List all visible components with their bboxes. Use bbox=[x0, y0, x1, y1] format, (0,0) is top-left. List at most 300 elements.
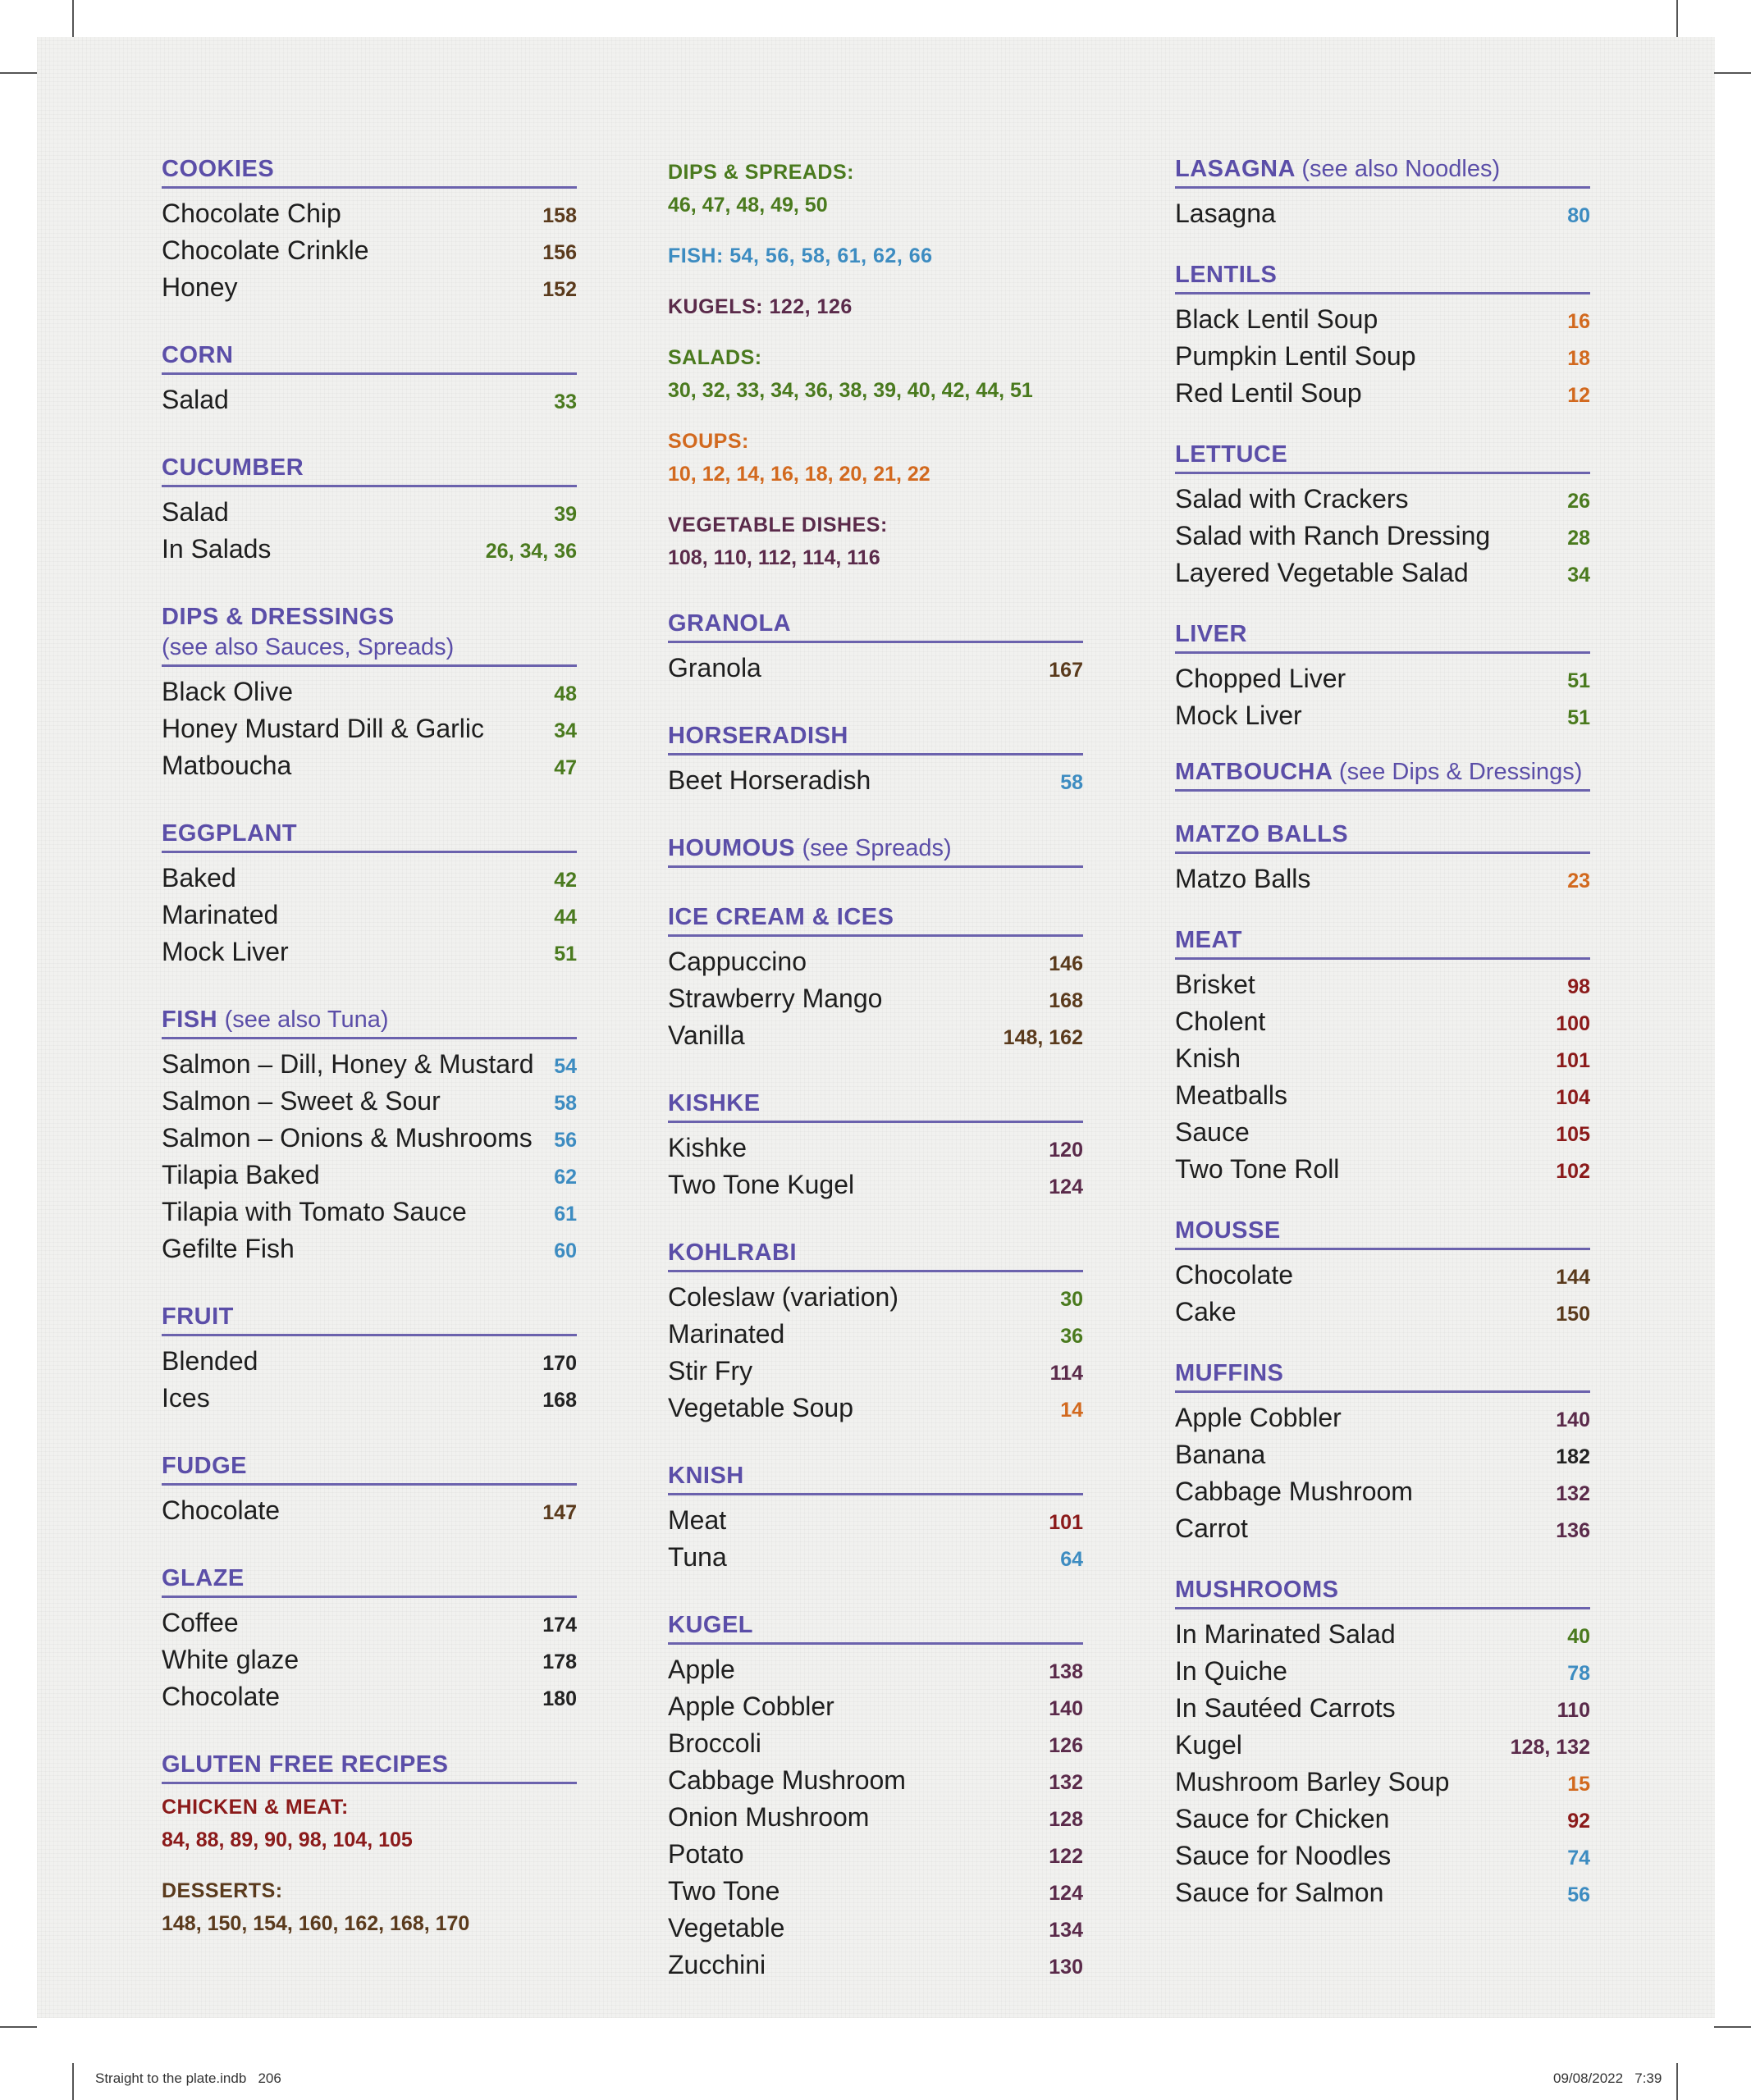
index-entry bbox=[1175, 1003, 1590, 1040]
entry-name: Knish bbox=[1175, 1043, 1241, 1073]
gluten-free-category-kugels bbox=[668, 290, 1083, 323]
index-entry bbox=[1175, 481, 1590, 518]
index-entry bbox=[1175, 1294, 1590, 1331]
index-entry bbox=[162, 1046, 577, 1083]
index-section-glaze bbox=[162, 1565, 577, 1715]
index-entry bbox=[162, 1157, 577, 1194]
index-entry bbox=[162, 710, 577, 747]
entry-name: Marinated bbox=[668, 1319, 785, 1349]
entry-name: Mock Liver bbox=[162, 937, 289, 966]
entry-page: 64 bbox=[1060, 1548, 1083, 1571]
entry-page: 56 bbox=[1567, 1883, 1590, 1906]
entry-page: 168 bbox=[1049, 989, 1083, 1012]
entry-name: Carrot bbox=[1175, 1513, 1248, 1543]
index-entry bbox=[1175, 375, 1590, 412]
index-entry bbox=[1175, 518, 1590, 555]
entry-name: Coleslaw (variation) bbox=[668, 1282, 898, 1312]
index-entry bbox=[668, 1539, 1083, 1576]
category-label: SOUPS: bbox=[668, 430, 749, 453]
index-entry bbox=[1175, 1399, 1590, 1436]
entry-name: Kishke bbox=[668, 1133, 747, 1162]
entry-name: Meatballs bbox=[1175, 1080, 1287, 1110]
entry-page: 128, 132 bbox=[1510, 1736, 1590, 1759]
entry-name: Potato bbox=[668, 1839, 744, 1869]
entry-page: 101 bbox=[1049, 1511, 1083, 1534]
index-entry bbox=[162, 1492, 577, 1529]
section-heading: ICE CREAM & ICES bbox=[668, 904, 1083, 937]
entry-page: 167 bbox=[1049, 659, 1083, 682]
entry-name: Coffee bbox=[162, 1608, 239, 1637]
entry-name: Salad bbox=[162, 497, 229, 527]
entry-name: Honey bbox=[162, 272, 238, 302]
index-section-meat bbox=[1175, 927, 1590, 1188]
category-pages: 84, 88, 89, 90, 98, 104, 105 bbox=[162, 1828, 413, 1851]
crop-mark bbox=[72, 0, 74, 37]
entry-page: 51 bbox=[1567, 706, 1590, 729]
entry-page: 51 bbox=[1567, 669, 1590, 692]
index-entry bbox=[668, 1688, 1083, 1725]
index-entry bbox=[1175, 1764, 1590, 1801]
index-entry bbox=[162, 897, 577, 934]
entry-name: In Salads bbox=[162, 534, 272, 564]
index-section-granola bbox=[668, 610, 1083, 687]
entry-page: 158 bbox=[542, 204, 577, 227]
section-heading: KUGEL bbox=[668, 1612, 1083, 1645]
index-section-mushrooms bbox=[1175, 1577, 1590, 1911]
entry-name: White glaze bbox=[162, 1645, 299, 1674]
entry-page: 132 bbox=[1049, 1771, 1083, 1794]
entry-name: Kugel bbox=[1175, 1730, 1242, 1760]
crop-mark bbox=[72, 2063, 74, 2100]
index-entry bbox=[162, 1380, 577, 1417]
section-heading: CORN bbox=[162, 342, 577, 375]
entry-page: 147 bbox=[542, 1501, 577, 1524]
entry-page: 12 bbox=[1567, 384, 1590, 407]
index-entry bbox=[162, 673, 577, 710]
index-section-horseradish bbox=[668, 723, 1083, 799]
entry-name: Gefilte Fish bbox=[162, 1234, 295, 1263]
entry-name: Meat bbox=[668, 1505, 727, 1535]
entry-name: Chocolate Chip bbox=[162, 199, 341, 228]
entry-page: 104 bbox=[1556, 1086, 1590, 1109]
index-entry bbox=[162, 934, 577, 970]
entry-name: Tilapia Baked bbox=[162, 1160, 320, 1189]
index-entry bbox=[1175, 1616, 1590, 1653]
entry-page: 39 bbox=[554, 503, 577, 526]
entry-name: Blended bbox=[162, 1346, 258, 1376]
entry-name: Chocolate bbox=[162, 1682, 281, 1711]
index-entry bbox=[1175, 555, 1590, 591]
entry-page: 62 bbox=[554, 1166, 577, 1189]
print-slug-file: Straight to the plate.indb 206 bbox=[95, 2070, 281, 2086]
entry-page: 44 bbox=[554, 906, 577, 929]
index-entry bbox=[1175, 1473, 1590, 1510]
entry-name: Matzo Balls bbox=[1175, 864, 1311, 893]
index-entry bbox=[162, 269, 577, 306]
entry-page: 134 bbox=[1049, 1919, 1083, 1942]
entry-page: 120 bbox=[1049, 1139, 1083, 1162]
index-entry bbox=[668, 1651, 1083, 1688]
entry-name: Apple Cobbler bbox=[1175, 1403, 1342, 1432]
entry-page: 15 bbox=[1567, 1773, 1590, 1796]
index-entry bbox=[1175, 1077, 1590, 1114]
entry-name: Salmon – Dill, Honey & Mustard bbox=[162, 1049, 534, 1079]
section-heading: GLAZE bbox=[162, 1565, 577, 1598]
section-note: (see Spreads) bbox=[802, 835, 952, 861]
entry-name: Broccoli bbox=[668, 1728, 761, 1758]
entry-page: 61 bbox=[554, 1203, 577, 1226]
entry-name: Zucchini bbox=[668, 1950, 766, 1979]
entry-name: Chocolate Crinkle bbox=[162, 235, 369, 265]
index-entry bbox=[162, 1343, 577, 1380]
entry-name: Vegetable bbox=[668, 1913, 785, 1942]
entry-page: 26 bbox=[1567, 490, 1590, 513]
entry-name: Onion Mushroom bbox=[668, 1802, 870, 1832]
section-heading: COOKIES bbox=[162, 156, 577, 189]
index-section-matboucha bbox=[1175, 759, 1590, 792]
section-heading: LIVER bbox=[1175, 621, 1590, 654]
index-entry bbox=[668, 1353, 1083, 1390]
crop-mark bbox=[1714, 2026, 1751, 2028]
entry-name: Black Lentil Soup bbox=[1175, 304, 1378, 334]
index-entry bbox=[162, 1605, 577, 1641]
entry-page: 78 bbox=[1567, 1662, 1590, 1685]
entry-page: 34 bbox=[554, 719, 577, 742]
entry-name: Cabbage Mushroom bbox=[1175, 1477, 1413, 1506]
entry-page: 156 bbox=[542, 241, 577, 264]
entry-page: 138 bbox=[1049, 1660, 1083, 1683]
entry-name: Beet Horseradish bbox=[668, 765, 871, 795]
index-entry bbox=[668, 1910, 1083, 1947]
index-entry bbox=[1175, 1510, 1590, 1547]
section-heading: KOHLRABI bbox=[668, 1239, 1083, 1272]
entry-page: 150 bbox=[1556, 1303, 1590, 1326]
index-entry bbox=[668, 1947, 1083, 1984]
index-entry bbox=[1175, 195, 1590, 232]
entry-page: 26, 34, 36 bbox=[485, 540, 577, 563]
section-heading: HORSERADISH bbox=[668, 723, 1083, 756]
entry-page: 58 bbox=[1060, 771, 1083, 794]
index-entry bbox=[1175, 1838, 1590, 1874]
index-entry bbox=[1175, 697, 1590, 734]
entry-page: 148, 162 bbox=[1003, 1026, 1083, 1049]
category-label: VEGETABLE DISHES: bbox=[668, 514, 888, 536]
index-entry bbox=[668, 1017, 1083, 1054]
entry-name: Marinated bbox=[162, 900, 279, 929]
index-entry bbox=[668, 943, 1083, 980]
entry-name: Stir Fry bbox=[668, 1356, 753, 1386]
entry-name: Vegetable Soup bbox=[668, 1393, 853, 1422]
entry-name: Cappuccino bbox=[668, 947, 807, 976]
entry-name: Cake bbox=[1175, 1297, 1237, 1326]
gluten-free-category-vegetable-dishes bbox=[668, 509, 1083, 574]
entry-page: 126 bbox=[1049, 1734, 1083, 1757]
entry-name: Tilapia with Tomato Sauce bbox=[162, 1197, 467, 1226]
entry-page: 14 bbox=[1060, 1399, 1083, 1422]
index-entry bbox=[1175, 1151, 1590, 1188]
index-section-dips-dressings bbox=[162, 604, 577, 784]
index-entry bbox=[668, 762, 1083, 799]
index-section-lentils bbox=[1175, 262, 1590, 412]
index-column-2 bbox=[668, 156, 1083, 2020]
entry-name: Vanilla bbox=[668, 1020, 745, 1050]
entry-page: 33 bbox=[554, 390, 577, 413]
entry-name: Banana bbox=[1175, 1440, 1266, 1469]
index-section-fish bbox=[162, 1007, 577, 1267]
entry-name: Mushroom Barley Soup bbox=[1175, 1767, 1450, 1796]
entry-name: Two Tone Roll bbox=[1175, 1154, 1340, 1184]
entry-page: 51 bbox=[554, 943, 577, 966]
index-section-lettuce bbox=[1175, 441, 1590, 591]
index-entry bbox=[1175, 1690, 1590, 1727]
entry-page: 101 bbox=[1556, 1049, 1590, 1072]
entry-page: 140 bbox=[1049, 1697, 1083, 1720]
index-entry bbox=[1175, 1436, 1590, 1473]
index-entry bbox=[1175, 1727, 1590, 1764]
entry-name: Lasagna bbox=[1175, 199, 1276, 228]
index-entry bbox=[668, 1390, 1083, 1427]
index-entry bbox=[162, 1120, 577, 1157]
entry-name: Cholent bbox=[1175, 1007, 1266, 1036]
category-pages: 30, 32, 33, 34, 36, 38, 39, 40, 42, 44, 51 bbox=[668, 379, 1033, 402]
index-entry bbox=[1175, 338, 1590, 375]
entry-page: 132 bbox=[1556, 1482, 1590, 1505]
section-heading: EGGPLANT bbox=[162, 820, 577, 853]
entry-name: Sauce for Salmon bbox=[1175, 1878, 1384, 1907]
index-entry bbox=[668, 1762, 1083, 1799]
index-entry bbox=[162, 747, 577, 784]
index-section-kugel bbox=[668, 1612, 1083, 1984]
gluten-free-category-salads bbox=[668, 341, 1083, 407]
entry-page: 36 bbox=[1060, 1325, 1083, 1348]
entry-name: Red Lentil Soup bbox=[1175, 378, 1362, 408]
index-entry bbox=[1175, 301, 1590, 338]
category-pages: 148, 150, 154, 160, 162, 168, 170 bbox=[162, 1912, 470, 1935]
section-heading: FUDGE bbox=[162, 1453, 577, 1486]
index-entry bbox=[668, 1279, 1083, 1316]
index-section-lasagna bbox=[1175, 156, 1590, 232]
index-entry bbox=[668, 1130, 1083, 1166]
entry-page: 124 bbox=[1049, 1176, 1083, 1198]
entry-name: Cabbage Mushroom bbox=[668, 1765, 906, 1795]
entry-page: 54 bbox=[554, 1055, 577, 1078]
entry-page: 128 bbox=[1049, 1808, 1083, 1831]
section-heading: GRANOLA bbox=[668, 610, 1083, 643]
entry-page: 98 bbox=[1567, 975, 1590, 998]
index-section-knish bbox=[668, 1463, 1083, 1576]
index-entry bbox=[668, 1316, 1083, 1353]
category-label: KUGELS: 122, 126 bbox=[668, 295, 853, 318]
section-note: (see also Tuna) bbox=[224, 1007, 389, 1033]
index-entry bbox=[1175, 660, 1590, 697]
index-section-kohlrabi bbox=[668, 1239, 1083, 1427]
index-section-muffins bbox=[1175, 1360, 1590, 1547]
category-pages: 108, 110, 112, 114, 116 bbox=[668, 546, 880, 569]
index-entry bbox=[162, 531, 577, 568]
entry-page: 18 bbox=[1567, 347, 1590, 370]
entry-page: 80 bbox=[1567, 204, 1590, 227]
index-entry bbox=[668, 650, 1083, 687]
index-entry bbox=[162, 1641, 577, 1678]
entry-page: 23 bbox=[1567, 870, 1590, 892]
gluten-free-category-dips-spreads bbox=[668, 156, 1083, 221]
index-entry bbox=[162, 232, 577, 269]
index-section-cucumber bbox=[162, 454, 577, 568]
entry-page: 124 bbox=[1049, 1882, 1083, 1905]
index-entry bbox=[162, 1230, 577, 1267]
crop-mark bbox=[1676, 0, 1678, 37]
section-heading: MUSHROOMS bbox=[1175, 1577, 1590, 1609]
entry-page: 140 bbox=[1556, 1408, 1590, 1431]
entry-name: In Marinated Salad bbox=[1175, 1619, 1396, 1649]
index-entry bbox=[162, 860, 577, 897]
index-entry bbox=[1175, 1801, 1590, 1838]
entry-page: 168 bbox=[542, 1389, 577, 1412]
entry-name: Strawberry Mango bbox=[668, 984, 883, 1013]
section-heading: DIPS & DRESSINGS (see also Sauces, Spreads) bbox=[162, 604, 577, 667]
index-entry bbox=[668, 1873, 1083, 1910]
entry-page: 34 bbox=[1567, 564, 1590, 587]
entry-page: 47 bbox=[554, 756, 577, 779]
section-heading: KNISH bbox=[668, 1463, 1083, 1495]
entry-page: 122 bbox=[1049, 1845, 1083, 1868]
entry-name: Chopped Liver bbox=[1175, 664, 1346, 693]
entry-page: 110 bbox=[1557, 1699, 1590, 1722]
entry-name: Matboucha bbox=[162, 751, 292, 780]
entry-page: 114 bbox=[1049, 1362, 1083, 1385]
entry-name: Mock Liver bbox=[1175, 701, 1302, 730]
entry-name: Honey Mustard Dill & Garlic bbox=[162, 714, 484, 743]
entry-page: 30 bbox=[1060, 1288, 1083, 1311]
index-column-1 bbox=[162, 156, 577, 1976]
index-section-eggplant bbox=[162, 820, 577, 970]
index-entry bbox=[1175, 966, 1590, 1003]
section-heading: FISH (see also Tuna) bbox=[162, 1007, 577, 1039]
entry-name: Two Tone Kugel bbox=[668, 1170, 855, 1199]
category-label: FISH: 54, 56, 58, 61, 62, 66 bbox=[668, 244, 933, 267]
entry-name: Layered Vegetable Salad bbox=[1175, 558, 1469, 587]
category-label: SALADS: bbox=[668, 346, 762, 369]
index-column-3 bbox=[1175, 156, 1590, 1947]
entry-name: Salmon – Sweet & Sour bbox=[162, 1086, 441, 1116]
section-heading: HOUMOUS (see Spreads) bbox=[668, 835, 1083, 868]
entry-name: Granola bbox=[668, 653, 761, 682]
section-heading: GLUTEN FREE RECIPES bbox=[162, 1751, 577, 1784]
gluten-free-category-soups bbox=[668, 425, 1083, 491]
section-note: (see also Noodles) bbox=[1301, 156, 1501, 182]
index-entry bbox=[668, 980, 1083, 1017]
category-label: DESSERTS: bbox=[162, 1879, 283, 1902]
index-section-cookies bbox=[162, 156, 577, 306]
index-entry bbox=[162, 195, 577, 232]
entry-name: Sauce bbox=[1175, 1117, 1250, 1147]
entry-name: Apple bbox=[668, 1655, 735, 1684]
entry-page: 180 bbox=[542, 1687, 577, 1710]
section-heading: LETTUCE bbox=[1175, 441, 1590, 474]
section-heading: FRUIT bbox=[162, 1303, 577, 1336]
entry-page: 16 bbox=[1567, 310, 1590, 333]
entry-page: 178 bbox=[542, 1650, 577, 1673]
index-entry bbox=[668, 1166, 1083, 1203]
index-section-mousse bbox=[1175, 1217, 1590, 1331]
index-section-corn bbox=[162, 342, 577, 418]
index-section-fudge bbox=[162, 1453, 577, 1529]
index-entry bbox=[668, 1799, 1083, 1836]
index-entry bbox=[162, 1194, 577, 1230]
entry-name: In Sautéed Carrots bbox=[1175, 1693, 1396, 1723]
section-heading: MOUSSE bbox=[1175, 1217, 1590, 1250]
crop-mark bbox=[0, 72, 37, 74]
entry-page: 182 bbox=[1556, 1445, 1590, 1468]
section-heading: MEAT bbox=[1175, 927, 1590, 960]
entry-name: Black Olive bbox=[162, 677, 294, 706]
section-heading: LENTILS bbox=[1175, 262, 1590, 294]
index-entry bbox=[1175, 1040, 1590, 1077]
index-entry bbox=[1175, 1653, 1590, 1690]
entry-page: 48 bbox=[554, 682, 577, 705]
entry-name: Brisket bbox=[1175, 970, 1255, 999]
index-entry bbox=[668, 1502, 1083, 1539]
crop-mark bbox=[1714, 72, 1751, 74]
index-section-gluten-free bbox=[162, 1751, 577, 1940]
index-entry bbox=[162, 1678, 577, 1715]
index-entry bbox=[1175, 861, 1590, 897]
index-entry bbox=[162, 1083, 577, 1120]
entry-name: Baked bbox=[162, 863, 236, 892]
entry-name: Sauce for Chicken bbox=[1175, 1804, 1390, 1833]
section-heading: MUFFINS bbox=[1175, 1360, 1590, 1393]
print-slug-date: 09/08/2022 7:39 bbox=[1553, 2070, 1662, 2086]
index-section-ice-cream bbox=[668, 904, 1083, 1054]
entry-page: 56 bbox=[554, 1129, 577, 1152]
section-heading: MATZO BALLS bbox=[1175, 821, 1590, 854]
entry-page: 102 bbox=[1556, 1160, 1590, 1183]
entry-page: 28 bbox=[1567, 527, 1590, 550]
gluten-free-category-desserts bbox=[162, 1874, 577, 1940]
entry-page: 146 bbox=[1049, 952, 1083, 975]
gluten-free-category-chicken-meat bbox=[162, 1791, 577, 1856]
entry-name: Pumpkin Lentil Soup bbox=[1175, 341, 1416, 371]
entry-name: Two Tone bbox=[668, 1876, 780, 1906]
entry-name: Apple Cobbler bbox=[668, 1691, 834, 1721]
entry-page: 74 bbox=[1567, 1847, 1590, 1869]
category-label: DIPS & SPREADS: bbox=[668, 161, 854, 184]
index-section-fruit bbox=[162, 1303, 577, 1417]
entry-page: 100 bbox=[1556, 1012, 1590, 1035]
entry-name: Chocolate bbox=[162, 1495, 281, 1525]
gluten-free-category-fish bbox=[668, 240, 1083, 272]
entry-page: 58 bbox=[554, 1092, 577, 1115]
index-section-liver bbox=[1175, 621, 1590, 734]
crop-mark bbox=[1676, 2063, 1678, 2100]
entry-name: Ices bbox=[162, 1383, 210, 1413]
entry-page: 92 bbox=[1567, 1810, 1590, 1833]
entry-name: Salad with Ranch Dressing bbox=[1175, 521, 1491, 550]
index-entry bbox=[162, 381, 577, 418]
index-entry bbox=[162, 494, 577, 531]
entry-page: 152 bbox=[542, 278, 577, 301]
section-heading: LASAGNA (see also Noodles) bbox=[1175, 156, 1590, 189]
crop-mark bbox=[0, 2026, 37, 2028]
entry-page: 144 bbox=[1556, 1266, 1590, 1289]
index-entry bbox=[1175, 1874, 1590, 1911]
entry-page: 130 bbox=[1049, 1956, 1083, 1979]
entry-page: 105 bbox=[1556, 1123, 1590, 1146]
index-entry bbox=[668, 1836, 1083, 1873]
entry-page: 42 bbox=[554, 869, 577, 892]
section-heading: KISHKE bbox=[668, 1090, 1083, 1123]
index-entry bbox=[1175, 1114, 1590, 1151]
